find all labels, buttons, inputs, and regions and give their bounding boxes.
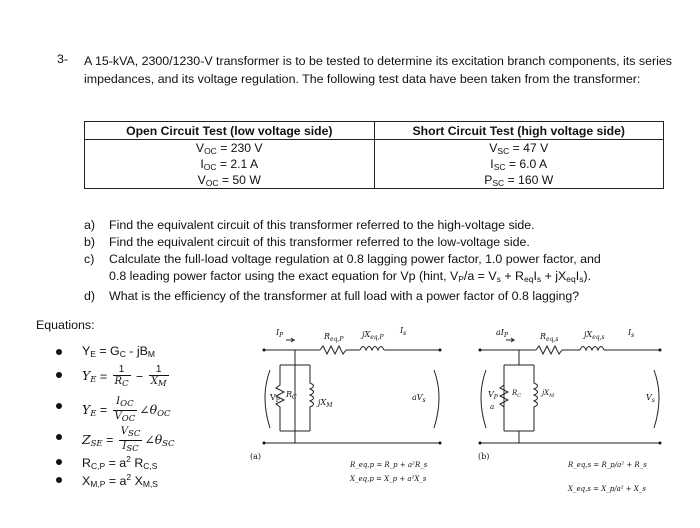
svg-text:Vs: $V_s$ (646, 393, 655, 404)
svg-text:VP: $V_P$ (488, 390, 498, 401)
svg-text:VP: $V_P$ (270, 393, 280, 404)
circuit-b-label: (b) (478, 452, 490, 461)
sc-header: Short Circuit Test (high voltage side) (374, 122, 664, 140)
part-b: b) Find the equivalent circuit of this transformer referred to the low-voltage side. (84, 235, 530, 249)
svg-text:Req,s: $R_{eq,s}$ (540, 332, 559, 343)
svg-text:jXM: $jX_M$ (318, 398, 333, 409)
svg-text:IP: $I_P$ (276, 328, 284, 339)
svg-text:Is: $I_s$ (400, 326, 407, 337)
circuit-a-formula-x: X_eq,p = X_p + a²X_s (350, 475, 427, 483)
part-a: a) Find the equivalent circuit of this transformer referred to the high-voltage side. (84, 218, 535, 232)
svg-text:jXeq,s: $jX_{eq,s}$ (584, 330, 605, 341)
svg-text:a: a (490, 403, 495, 411)
sc-voltage: $V_{SC} = 47$ V (489, 141, 549, 156)
oc-header: Open Circuit Test (low voltage side) (85, 122, 375, 140)
circuit-b-formula-x: X_eq,s = X_p/a² + X_s (568, 485, 646, 493)
svg-text:aIP: $aI_P$ (496, 328, 508, 339)
oc-current: $I_{OC} = 2.1$ A (200, 157, 259, 172)
svg-text:aVs: $aV_s$ (412, 393, 426, 404)
circuit-a-formula-r: R_eq,p = R_p + a²R_s (350, 461, 428, 469)
svg-text:jXM: $jX_M$ (542, 389, 555, 399)
sc-current: $I_{SC} = 6.0$ A (490, 157, 548, 172)
svg-text:Req,P: $R_{eq,P}$ (324, 332, 344, 343)
part-c: c) Calculate the full-load voltage regulation at 0.8 lagging power factor, 1.0 power factor, and 0.8 leading power factor using the exact equation for Vp (hint, $V_P/a = V_s + R_{eq}I_s + jX_{eq}I_s$). (84, 252, 601, 284)
question-parts (84, 217, 684, 305)
svg-text:RC: $R_C$ (286, 390, 297, 401)
circuit-a-label: (a) (250, 452, 262, 461)
test-data-table (84, 121, 664, 189)
circuit-b-formula-r: R_eq,s = R_p/a² + R_s (568, 461, 647, 469)
svg-text:Is: $I_s$ (628, 328, 635, 339)
sc-power: $P_{SC} = 160$ W (484, 173, 554, 188)
svg-text:RC: $R_C$ (512, 389, 522, 399)
part-d: d) What is the efficiency of the transformer at full load with a power factor of 0.8 lagging? (84, 289, 580, 303)
question-number: 3- (57, 52, 69, 66)
question-text: A 15-kVA, 2300/1230-V transformer is to be tested to determine its excitation branch components, its series impedances, and its voltage regulation. The following test data have been taken from the transformer: (84, 54, 672, 86)
sc-values (374, 140, 664, 189)
equations-title: Equations: (36, 318, 95, 332)
equivalent-circuit-figure (250, 325, 670, 510)
oc-voltage: $V_{OC} = 230$ V (195, 141, 263, 156)
oc-values (85, 140, 375, 189)
oc-power: $V_{OC} = 50$ W (197, 173, 261, 188)
svg-text:jXeq,P: $jX_{eq,P}$ (362, 330, 384, 341)
